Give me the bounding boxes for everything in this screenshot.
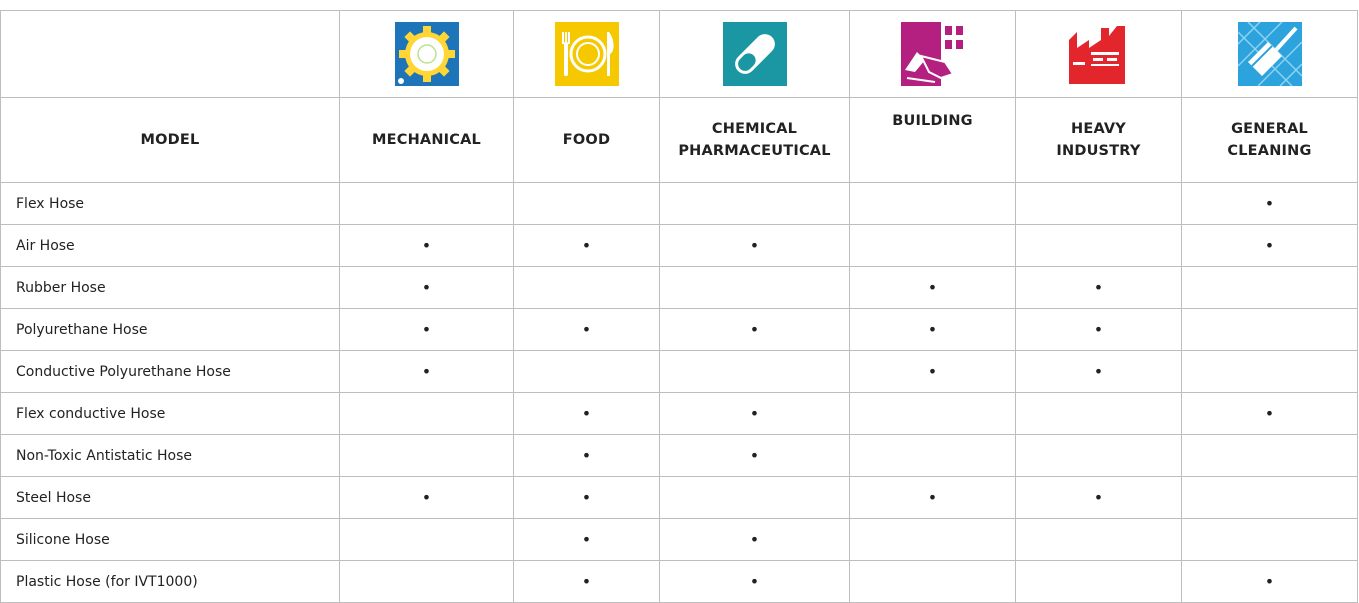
header-label: PHARMACEUTICAL <box>678 143 831 159</box>
model-name-cell: Steel Hose <box>1 477 340 519</box>
bullet-mark: • <box>1264 194 1275 213</box>
table-row <box>1 309 1358 351</box>
table-body <box>1 183 1358 603</box>
mark-cell <box>660 309 850 351</box>
mark-cell <box>1016 477 1182 519</box>
bullet-mark: • <box>581 320 592 339</box>
capsule-icon <box>723 22 787 86</box>
mark-cell <box>1182 435 1358 477</box>
bullet-mark: • <box>1264 236 1275 255</box>
gear-icon <box>395 22 459 86</box>
mechanical-icon-cell <box>340 11 514 98</box>
table-row <box>1 183 1358 225</box>
mark-cell <box>850 393 1016 435</box>
mark-cell <box>340 561 514 603</box>
mark-cell <box>340 183 514 225</box>
mark-cell <box>1182 477 1358 519</box>
bullet-mark: • <box>421 278 432 297</box>
bullet-mark: • <box>581 572 592 591</box>
mark-cell <box>1182 393 1358 435</box>
header-label: MECHANICAL <box>372 132 481 148</box>
bullet-mark: • <box>749 572 760 591</box>
mark-cell <box>850 435 1016 477</box>
bullet-mark: • <box>749 404 760 423</box>
table-row <box>1 435 1358 477</box>
mark-cell <box>340 435 514 477</box>
mark-cell <box>660 225 850 267</box>
bullet-mark: • <box>421 362 432 381</box>
mark-cell <box>1182 267 1358 309</box>
header-label: HEAVY <box>1071 121 1126 137</box>
bullet-mark: • <box>1264 572 1275 591</box>
mark-cell <box>514 183 660 225</box>
header-label: GENERAL <box>1231 121 1308 137</box>
mark-cell <box>850 561 1016 603</box>
model-name-cell: Conductive Polyurethane Hose <box>1 351 340 393</box>
mark-cell <box>514 267 660 309</box>
table-row <box>1 561 1358 603</box>
mark-cell <box>514 435 660 477</box>
model-name-cell: Silicone Hose <box>1 519 340 561</box>
mark-cell <box>660 183 850 225</box>
model-name-cell: Polyurethane Hose <box>1 309 340 351</box>
mark-cell <box>514 561 660 603</box>
mark-cell <box>514 309 660 351</box>
mark-cell <box>1182 183 1358 225</box>
bullet-mark: • <box>581 236 592 255</box>
model-name-cell: Flex Hose <box>1 183 340 225</box>
model-name-cell: Plastic Hose (for IVT1000) <box>1 561 340 603</box>
mark-cell <box>850 351 1016 393</box>
mark-cell <box>1182 351 1358 393</box>
mark-cell <box>1182 561 1358 603</box>
bullet-mark: • <box>927 278 938 297</box>
bullet-mark: • <box>927 488 938 507</box>
header-label: CLEANING <box>1227 143 1312 159</box>
mark-cell <box>340 519 514 561</box>
mark-cell <box>1016 183 1182 225</box>
mark-cell <box>1182 225 1358 267</box>
column-header-chemical <box>660 98 850 183</box>
model-name-cell: Flex conductive Hose <box>1 393 340 435</box>
mark-cell <box>514 477 660 519</box>
mark-cell <box>660 561 850 603</box>
header-label: CHEMICAL <box>711 121 798 137</box>
table-row <box>1 477 1358 519</box>
mark-cell <box>1016 519 1182 561</box>
mark-cell <box>514 225 660 267</box>
mark-cell <box>1016 351 1182 393</box>
table-row <box>1 351 1358 393</box>
mark-cell <box>850 225 1016 267</box>
column-header-food <box>514 98 660 183</box>
bullet-mark: • <box>581 404 592 423</box>
mark-cell <box>1182 519 1358 561</box>
plate-cutlery-icon <box>555 22 619 86</box>
mark-cell <box>850 477 1016 519</box>
food-icon-cell <box>514 11 660 98</box>
model-name-cell: Non-Toxic Antistatic Hose <box>1 435 340 477</box>
table-row <box>1 225 1358 267</box>
column-header-model <box>1 98 340 183</box>
mark-cell <box>1016 393 1182 435</box>
bullet-mark: • <box>1093 320 1104 339</box>
column-header-heavy-industry <box>1016 98 1182 183</box>
application-matrix-table <box>0 10 1358 603</box>
bullet-mark: • <box>749 236 760 255</box>
header-label: MODEL <box>140 132 200 148</box>
mark-cell <box>660 393 850 435</box>
bullet-mark: • <box>581 530 592 549</box>
mark-cell <box>1182 309 1358 351</box>
column-header-general-cleaning <box>1182 98 1358 183</box>
bullet-mark: • <box>421 320 432 339</box>
mark-cell <box>850 267 1016 309</box>
bullet-mark: • <box>749 530 760 549</box>
bullet-mark: • <box>1093 278 1104 297</box>
mark-cell <box>850 183 1016 225</box>
bullet-mark: • <box>927 362 938 381</box>
bullet-mark: • <box>749 446 760 465</box>
mark-cell <box>340 351 514 393</box>
header-label: INDUSTRY <box>1056 143 1141 159</box>
mark-cell <box>850 519 1016 561</box>
mark-cell <box>1016 561 1182 603</box>
heavy-industry-icon-cell <box>1016 11 1182 98</box>
column-header-building <box>850 98 1016 183</box>
mark-cell <box>340 393 514 435</box>
building-icon-cell <box>850 11 1016 98</box>
mark-cell <box>660 267 850 309</box>
table-row <box>1 393 1358 435</box>
mark-cell <box>340 477 514 519</box>
header-row <box>1 98 1358 183</box>
model-name-cell: Rubber Hose <box>1 267 340 309</box>
table-row <box>1 267 1358 309</box>
broom-icon <box>1238 22 1302 86</box>
mark-cell <box>1016 309 1182 351</box>
icon-row <box>1 11 1358 98</box>
mark-cell <box>660 351 850 393</box>
mark-cell <box>514 519 660 561</box>
bullet-mark: • <box>749 320 760 339</box>
mark-cell <box>660 435 850 477</box>
mark-cell <box>514 393 660 435</box>
mark-cell <box>1016 225 1182 267</box>
header-label: FOOD <box>562 132 611 148</box>
mark-cell <box>850 309 1016 351</box>
bullet-mark: • <box>421 236 432 255</box>
table-row <box>1 519 1358 561</box>
mark-cell <box>1016 435 1182 477</box>
cleaning-icon-cell <box>1182 11 1358 98</box>
mark-cell <box>514 351 660 393</box>
bullet-mark: • <box>927 320 938 339</box>
bullet-mark: • <box>421 488 432 507</box>
bullet-mark: • <box>581 488 592 507</box>
mark-cell <box>340 225 514 267</box>
chemical-icon-cell <box>660 11 850 98</box>
mark-cell <box>660 477 850 519</box>
icon-corner-cell <box>1 11 340 98</box>
mark-cell <box>1016 267 1182 309</box>
bullet-mark: • <box>1093 362 1104 381</box>
bullet-mark: • <box>1264 404 1275 423</box>
bullet-mark: • <box>581 446 592 465</box>
mark-cell <box>340 267 514 309</box>
excavator-icon <box>901 22 965 86</box>
mark-cell <box>660 519 850 561</box>
bullet-mark: • <box>1093 488 1104 507</box>
factory-icon <box>1067 22 1131 86</box>
mark-cell <box>340 309 514 351</box>
header-label: BUILDING <box>892 113 973 129</box>
model-name-cell: Air Hose <box>1 225 340 267</box>
column-header-mechanical <box>340 98 514 183</box>
